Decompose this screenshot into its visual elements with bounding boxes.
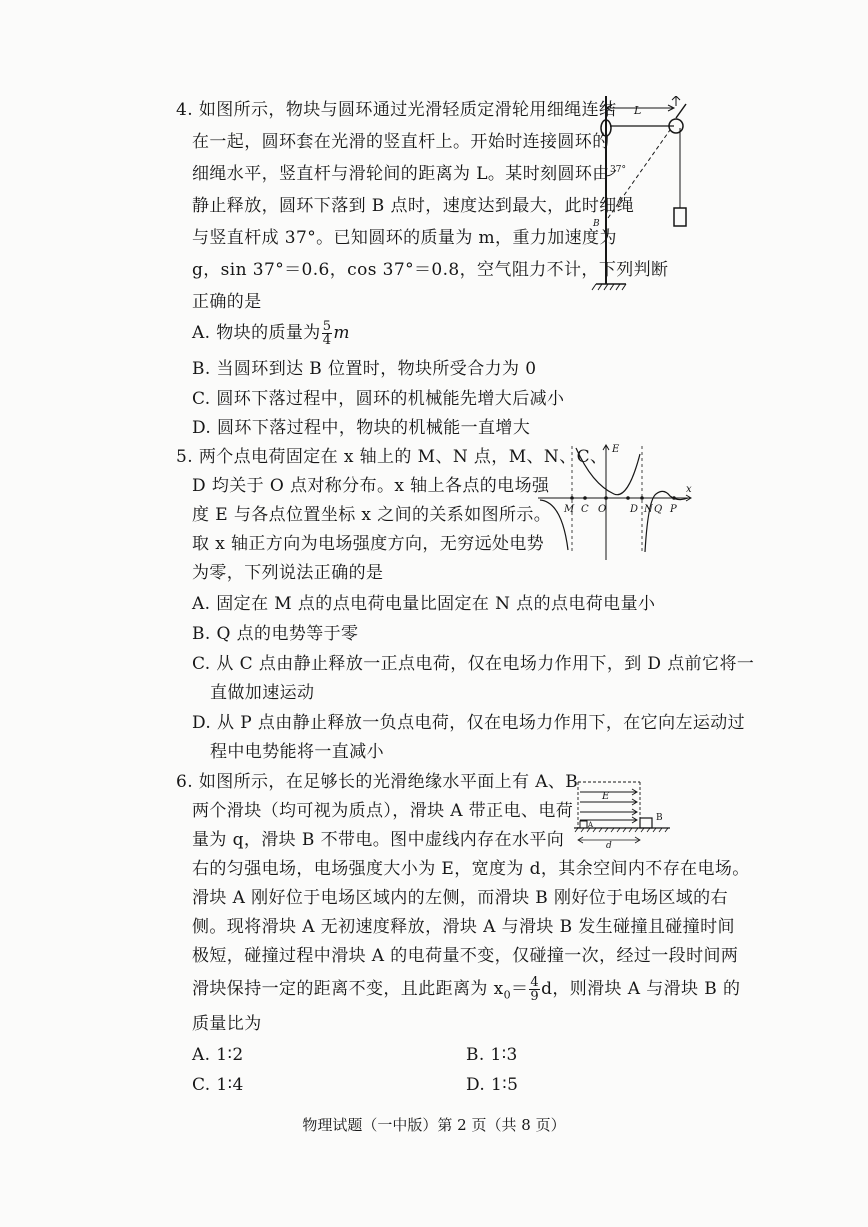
q4-option-a-fraction (322, 320, 333, 347)
q4-figure-label-B: B (593, 219, 600, 229)
q6-line-6: 侧。现将滑块 A 无初速度释放，滑块 A 与滑块 B 发生碰撞且碰撞时间 (192, 917, 735, 937)
q5-line-1: 5. 两个点电荷固定在 x 轴上的 M、N 点，M、N、C、 (176, 447, 608, 467)
q6-line-9: 质量比为 (192, 1014, 262, 1034)
q5-option-b: B. Q 点的电势等于零 (192, 624, 359, 644)
q6-line-2: 两个滑块（均可视为质点），滑块 A 带正电、电荷 (192, 801, 574, 821)
q6-figure-label-E: E (602, 791, 610, 802)
q4-line-6: g，sin 37°＝0.6，cos 37°＝0.8，空气阻力不计，下列判断 (192, 260, 669, 280)
q5-line-2: D 均关于 O 点对称分布。x 轴上各点的电场强 (192, 476, 550, 496)
q4-line-4: 静止释放，圆环下落到 B 点时，速度达到最大，此时细绳 (192, 196, 635, 216)
q5-figure-label-C: C (581, 504, 589, 515)
q6-line-4: 右的匀强电场，电场强度大小为 E，宽度为 d，其余空间内不存在电场。 (192, 859, 750, 879)
page-footer: 物理试题（一中版）第 2 页（共 8 页） (302, 1116, 566, 1134)
q5-field-graph (536, 442, 696, 562)
q4-option-c: C. 圆环下落过程中，圆环的机械能先增大后减小 (192, 389, 565, 409)
q6-line-7: 极短，碰撞过程中滑块 A 的电荷量不变，仅碰撞一次，经过一段时间两 (192, 946, 739, 966)
q6-line-8-subscript: 0 (503, 988, 511, 1002)
q6-option-a: A. 1∶2 (192, 1045, 244, 1065)
q4-figure-label-angle: 37° (610, 165, 626, 175)
q6-line-1: 6. 如图所示，在足够长的光滑绝缘水平面上有 A、B (176, 772, 579, 792)
q6-figure-label-d: d (606, 841, 612, 848)
q4-option-a (192, 320, 350, 347)
q5-line-4: 取 x 轴正方向为电场强度方向，无穷远处电势 (192, 534, 545, 554)
q5-option-a: A. 固定在 M 点的点电荷电量比固定在 N 点的点电荷电量小 (192, 594, 656, 614)
q5-option-d-line-2: 程中电势能将一直减小 (210, 742, 384, 762)
q4-line-7: 正确的是 (192, 292, 262, 312)
q5-figure-label-E: E (612, 444, 620, 455)
q4-line-5: 与竖直杆成 37°。已知圆环的质量为 m，重力加速度为 (192, 228, 617, 248)
q5-figure-label-D: D (630, 504, 639, 515)
q5-figure-label-x: x (686, 484, 692, 495)
q5-option-d-line-1: D. 从 P 点由静止释放一负点电荷，仅在电场力作用下，在它向左运动过 (192, 713, 746, 733)
q6-field-figure (574, 776, 674, 848)
q6-option-d: D. 1∶5 (466, 1075, 519, 1095)
frac-denominator: 9 (530, 989, 540, 1004)
q4-option-d: D. 圆环下落过程中，物块的机械能一直增大 (192, 418, 531, 438)
q5-option-c-line-2: 直做加速运动 (210, 683, 315, 703)
q6-line-8-equals: ＝ (511, 979, 529, 999)
q6-line-8 (192, 976, 740, 1007)
q5-line-5: 为零，下列说法正确的是 (192, 563, 384, 583)
q4-line-1: 4. 如图所示，物块与圆环通过光滑轻质定滑轮用细绳连结 (176, 100, 617, 120)
q6-line-8-fraction (529, 976, 540, 1003)
q5-figure-label-M: M (564, 504, 575, 515)
q6-line-5: 滑块 A 刚好位于电场区域内的左侧，而滑块 B 刚好位于电场区域的右 (192, 888, 728, 908)
q6-option-b: B. 1∶3 (466, 1045, 518, 1065)
q6-figure-label-A: A (588, 821, 594, 829)
q4-figure-label-L: L (634, 104, 642, 117)
q5-option-c-line-1: C. 从 C 点由静止释放一正点电荷，仅在电场力作用下，到 D 点前它将一 (192, 654, 755, 674)
frac-denominator: 4 (322, 333, 332, 348)
q6-line-8-suffix: d，则滑块 A 与滑块 B 的 (541, 979, 741, 999)
q6-line-8-prefix: 滑块保持一定的距离不变，且此距离为 x (192, 979, 504, 999)
q5-line-3: 度 E 与各点位置坐标 x 之间的关系如图所示。 (192, 505, 552, 525)
q4-line-2: 在一起，圆环套在光滑的竖直杆上。开始时连接圆环的 (192, 132, 610, 152)
q4-option-b: B. 当圆环到达 B 位置时，物块所受合力为 0 (192, 359, 537, 379)
q6-option-c: C. 1∶4 (192, 1075, 244, 1095)
q4-option-a-prefix: A. 物块的质量为 (192, 323, 321, 343)
q4-option-a-suffix: m (333, 323, 350, 343)
frac-numerator: 4 (530, 975, 540, 990)
q6-line-3: 量为 q，滑块 B 不带电。图中虚线内存在水平向 (192, 830, 565, 850)
q6-figure-label-B: B (656, 813, 663, 823)
q4-pulley-figure (590, 96, 700, 296)
q4-line-3: 细绳水平，竖直杆与滑轮间的距离为 L。某时刻圆环由 (192, 164, 610, 184)
q5-figure-label-N: N (644, 504, 653, 515)
frac-numerator: 5 (322, 319, 332, 334)
q5-figure-label-P: P (670, 504, 677, 515)
q5-figure-label-O: O (598, 504, 607, 515)
q5-figure-label-Q: Q (654, 504, 663, 515)
